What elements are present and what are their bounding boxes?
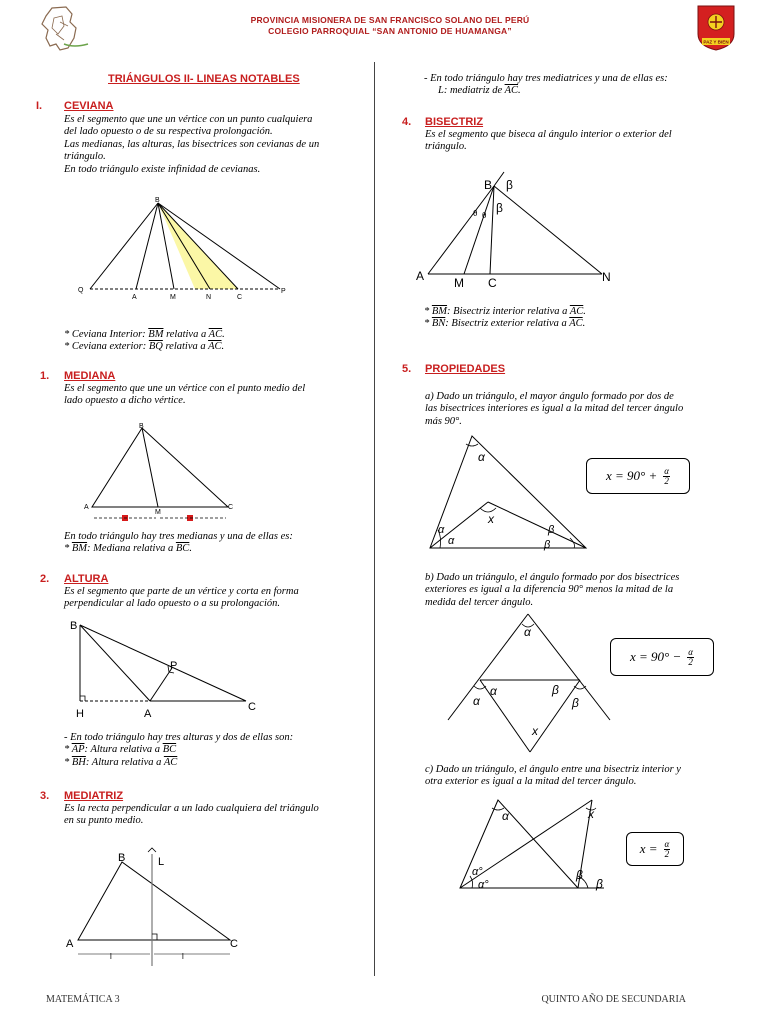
label-alpha: α° (472, 866, 483, 878)
fraction-denominator: 2 (688, 656, 693, 667)
ceviana-line: Las medianas, las alturas, las bisectrices son cevianas de un (64, 138, 320, 150)
note-text: : Bisectriz exterior relativa a (445, 318, 570, 330)
label-beta: β (496, 201, 503, 215)
bisectriz-note-exterior (424, 318, 724, 330)
fraction (663, 467, 670, 486)
bisectriz-note-interior (424, 306, 724, 318)
label-c: C (248, 701, 256, 713)
shield-motto: PAZ Y BIEN (703, 39, 729, 45)
property-b-line: b) Dado un triángulo, el ángulo formado por dos bisectrices (425, 572, 680, 583)
segment-name: $\overline{BQ}$ (148, 341, 163, 353)
section-number-altura: 2. (40, 573, 50, 585)
note-end: . (221, 341, 225, 353)
province-logo (34, 4, 90, 54)
formula-b (610, 638, 714, 676)
altura-figure (70, 615, 270, 725)
note-end: . (189, 543, 192, 555)
segment-name: $\overline{BN}$ (431, 318, 446, 330)
note-text: L: mediatriz de (438, 85, 505, 97)
fraction (664, 840, 671, 859)
ceviana-note-exterior (64, 341, 354, 353)
note-text: : Bisectriz interior relativa a (447, 306, 570, 317)
note-text: relativa a (162, 341, 209, 353)
property-a-line: las bisectrices interiores es igual a la mitad del tercer ángulo (425, 403, 684, 415)
label-c: C (237, 294, 243, 301)
fraction-denominator: 2 (664, 848, 670, 859)
label-alpha: α° (478, 879, 489, 891)
ceviana-line: triángulo. (64, 151, 106, 163)
ceviana-line: En todo triángulo existe infinidad de cevianas. (64, 163, 261, 175)
bisector-exterior (480, 680, 530, 752)
section-number-propiedades: 5. (402, 363, 412, 375)
note-prefix: * (64, 756, 72, 768)
property-a-line: a) Dado un triángulo, el mayor ángulo formado por dos de (425, 391, 674, 402)
formula-a (586, 458, 690, 494)
property-a-figure (424, 430, 594, 554)
right-angle-mark (80, 696, 85, 701)
fraction-numerator: α (664, 465, 669, 476)
property-c-line: otra exterior es igual a la mitad del tercer ángulo. (425, 776, 637, 788)
label-beta: β (596, 877, 603, 891)
altura-notes (64, 732, 354, 769)
section-title-bisectriz: BISECTRIZ (425, 116, 484, 128)
segment-name: $\overline{BM}$ (71, 543, 88, 555)
mediana-figure (80, 420, 250, 525)
altura-note: - En todo triángulo hay tres alturas y dos de ellas son: (64, 732, 294, 743)
column-divider (374, 62, 375, 976)
section-number-ceviana: I. (36, 100, 43, 112)
note-prefix: * (64, 744, 72, 756)
section-title-mediana: MEDIANA (64, 370, 116, 382)
note-prefix: * Ceviana exterior: (64, 341, 149, 353)
triangle-abc (92, 428, 228, 507)
segment-ab (428, 186, 494, 274)
mediatriz-notes (424, 73, 724, 98)
section-title-altura: ALTURA (64, 573, 109, 585)
extension-ab (494, 172, 504, 186)
label-x: x (532, 724, 538, 738)
property-b-text (425, 572, 715, 609)
label-beta: β (506, 178, 513, 192)
ceviana-line: del lado opuesto o de su respectiva prolongación. (64, 126, 273, 138)
header-text (150, 15, 630, 37)
segment-name: $\overline{AP}$ (71, 744, 85, 756)
section-title-ceviana: CEVIANA (64, 100, 114, 112)
bisectriz-line: Es el segmento que biseca al ángulo interior o exterior del (425, 129, 672, 140)
label-b: B (484, 178, 493, 192)
label-c: C (228, 504, 234, 511)
formula-c (626, 832, 684, 866)
label-c: C (230, 938, 238, 950)
mediatriz-note: - En todo triángulo hay tres mediatrices y una de ellas es: (424, 73, 668, 84)
label-h: H (76, 708, 84, 720)
footer-subject: MATEMÁTICA 3 (46, 994, 120, 1005)
ceviana-line: Es el segmento que une un vértice con un punto cualquiera (64, 114, 313, 125)
segment-name: $\overline{AC}$ (569, 318, 583, 330)
bisectriz-description (425, 129, 715, 154)
property-b-figure (440, 612, 620, 758)
arrow-up-icon (148, 848, 156, 852)
segment-name: $\overline{BH}$ (71, 756, 86, 768)
section-number-bisectriz: 4. (402, 116, 412, 128)
label-q: Q (78, 287, 84, 294)
segment-name: $\overline{AC}$ (569, 306, 584, 317)
label-theta: θ (473, 209, 478, 218)
property-b-line: medida del tercer ángulo. (425, 596, 534, 608)
fraction-numerator: α (688, 646, 693, 657)
note-prefix: * (424, 306, 432, 317)
header-line-2: COLEGIO PARROQUIAL “SAN ANTONIO DE HUAMANGA” (268, 26, 512, 36)
property-a-text (425, 391, 715, 428)
segment-name: $\overline{AC}$ (504, 85, 519, 97)
label-beta: β (544, 539, 551, 551)
label-b: B (139, 423, 144, 430)
altura-line: Es el segmento que parte de un vértice y corta en forma (64, 586, 299, 597)
page-header (0, 0, 768, 60)
label-n: N (206, 294, 212, 301)
header-line-1: PROVINCIA MISIONERA DE SAN FRANCISCO SOLANO DEL PERÚ (250, 15, 530, 25)
label-beta: β (548, 524, 555, 536)
mediatriz-description (64, 803, 352, 828)
altura-description (64, 586, 352, 611)
label-b: B (118, 852, 126, 864)
label-x: x (588, 807, 594, 821)
altura-ap (150, 668, 172, 701)
segment-bc (490, 186, 494, 274)
side-extension (528, 614, 610, 720)
segment-bc (80, 625, 246, 701)
school-shield-logo (696, 4, 736, 52)
label-l-half: l (182, 952, 184, 961)
label-l: L (158, 856, 165, 868)
label-beta: β (552, 683, 559, 697)
label-b: B (155, 197, 160, 204)
ceviana-description (64, 114, 352, 176)
triangle-abc (78, 862, 230, 940)
fraction (687, 648, 694, 667)
ceviana-note-interior (64, 329, 354, 341)
label-alpha: α (502, 809, 509, 823)
label-a: A (84, 504, 89, 511)
label-alpha: α (448, 535, 455, 547)
label-p: P (170, 660, 178, 672)
segment-bq (90, 203, 158, 289)
note-text: : Mediana relativa a (87, 543, 176, 555)
bisectriz-figure (414, 174, 624, 294)
label-alpha: α (473, 694, 480, 708)
bisector-interior (488, 502, 586, 548)
angle-arc (570, 538, 575, 548)
segment-name: $\overline{BC}$ (175, 543, 190, 555)
mediana-description (64, 383, 352, 408)
label-n: N (602, 270, 611, 284)
segment-name: $\overline{AC}$ (208, 329, 223, 340)
bisectriz-line: triángulo. (425, 141, 467, 153)
formula-b-lhs: x = 90° − (630, 649, 682, 664)
property-b-line: exteriores es igual a la diferencia 90° menos la mitad de la (425, 584, 674, 596)
property-c-text (425, 764, 715, 789)
segment-name: $\overline{AC}$ (208, 341, 222, 353)
fraction-denominator: 2 (664, 475, 669, 486)
mediatriz-figure (64, 848, 254, 968)
note-prefix: * (64, 543, 72, 555)
altura-note (64, 744, 354, 756)
label-alpha: α (490, 684, 497, 698)
property-c-figure (458, 796, 618, 892)
page-title: TRIÁNGULOS II- LINEAS NOTABLES (108, 73, 300, 85)
formula-a-lhs: x = 90° + (606, 468, 658, 483)
label-l-half: l (110, 952, 112, 961)
label-c: C (488, 276, 497, 290)
fraction-numerator: α (664, 838, 670, 849)
label-b: B (70, 620, 78, 632)
segment-name: $\overline{BM}$ (431, 306, 448, 317)
formula-c-lhs: x = (639, 841, 658, 856)
label-beta: β (576, 868, 583, 882)
mediana-note (64, 543, 354, 555)
footer-grade: QUINTO AÑO DE SECUNDARIA (541, 994, 686, 1005)
label-beta: β (572, 696, 579, 710)
bisectriz-notes (424, 306, 724, 331)
altura-line: perpendicular al lado opuesto o a su prolongación. (64, 598, 281, 610)
section-number-mediana: 1. (40, 370, 50, 382)
angle-arc (466, 444, 478, 446)
note-end: . (222, 329, 225, 340)
label-alpha: α (438, 524, 445, 536)
bisectriz-bm (464, 186, 494, 274)
note-text: : Altura relativa a (85, 756, 164, 768)
segment-name: $\overline{AC}$ (163, 756, 178, 768)
label-x: x (488, 512, 494, 526)
note-end: . (518, 85, 521, 97)
section-title-propiedades: PROPIEDADES (425, 363, 506, 375)
section-title-mediatriz: MEDIATRIZ (64, 790, 124, 802)
label-m: M (155, 509, 161, 516)
ceviana-figure (70, 192, 300, 302)
note-end: . (583, 306, 586, 317)
label-theta: θ (482, 211, 487, 220)
segment-ba (80, 625, 150, 701)
note-prefix: * Ceviana Interior: (64, 329, 149, 340)
segment-ba (136, 203, 158, 289)
ceviana-notes (64, 329, 354, 354)
mediatriz-note (424, 85, 724, 97)
label-a: A (144, 708, 152, 720)
segment-bn (494, 186, 602, 274)
mediana-line: Es el segmento que une un vértice con el punto medio del (64, 383, 306, 394)
label-a: A (66, 938, 74, 950)
label-alpha: α (478, 450, 485, 464)
mediana-line: lado opuesto a dicho vértice. (64, 395, 186, 407)
segment-name: $\overline{BM}$ (148, 329, 164, 340)
note-text: : Altura relativa a (84, 744, 163, 756)
segment-name: $\overline{BC}$ (162, 744, 177, 756)
label-a: A (416, 269, 425, 283)
label-p: P (281, 288, 286, 295)
section-number-mediatriz: 3. (40, 790, 50, 802)
label-m: M (170, 294, 176, 301)
note-prefix: * (424, 318, 432, 330)
mediana-notes (64, 531, 354, 556)
right-angle-mark (152, 934, 157, 940)
altura-note (64, 757, 354, 769)
mediatriz-line: en su punto medio. (64, 815, 144, 827)
label-alpha: α (524, 625, 531, 639)
side-extension (448, 614, 528, 720)
label-m: M (454, 276, 464, 290)
label-a: A (132, 294, 137, 301)
property-a-line: más 90°. (425, 415, 462, 427)
note-text: relativa a (163, 329, 209, 340)
property-c-line: c) Dado un triángulo, el ángulo entre una bisectriz interior y (425, 764, 681, 775)
mediatriz-line: Es la recta perpendicular a un lado cualquiera del triángulo (64, 803, 319, 814)
note-end: . (582, 318, 586, 330)
triangle (430, 436, 586, 548)
mediana-note: En todo triángulo hay tres medianas y una de ellas es: (64, 531, 293, 542)
